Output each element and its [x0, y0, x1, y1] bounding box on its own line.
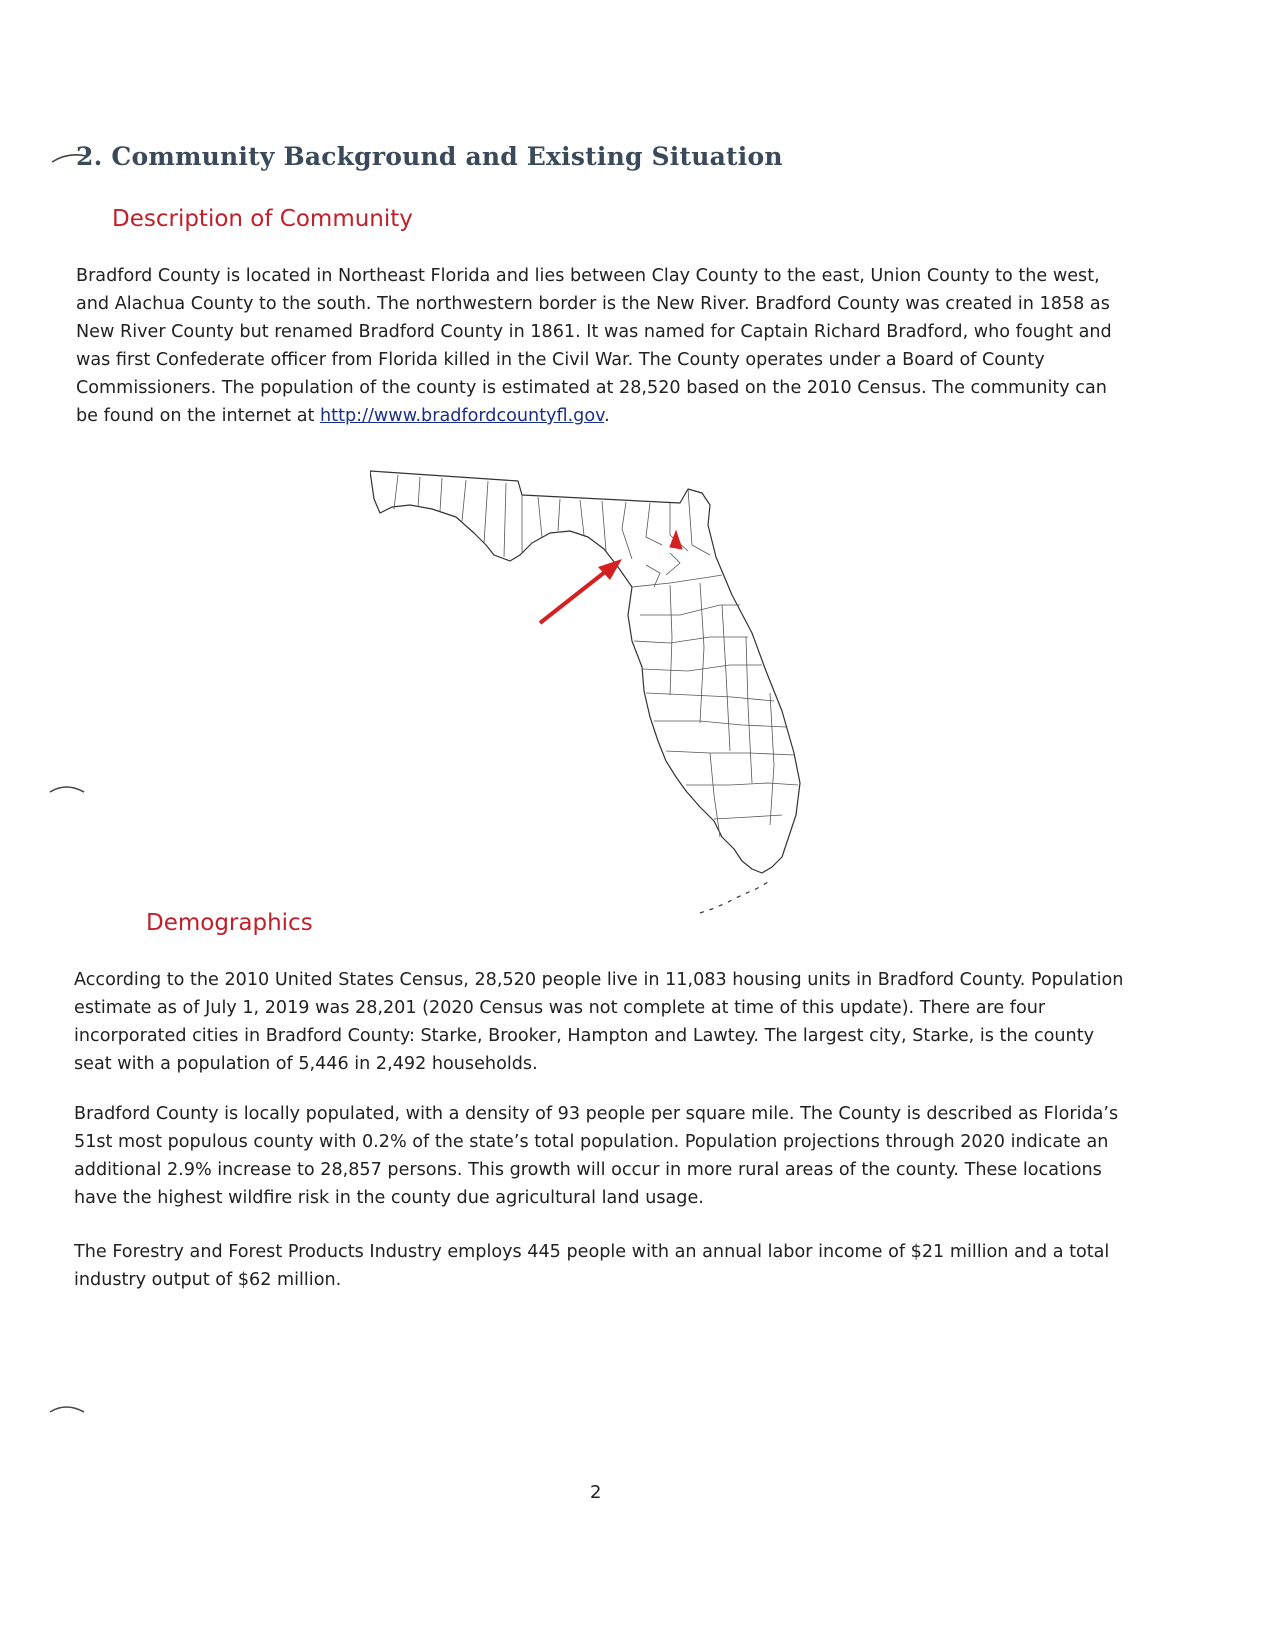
- county-website-link[interactable]: http://www.bradfordcountyfl.gov: [320, 406, 605, 426]
- county-lines: [394, 475, 798, 837]
- punch-mark-middle: [48, 780, 88, 796]
- demographics-heading: Demographics: [146, 910, 313, 936]
- punch-mark-bottom: [48, 1400, 88, 1416]
- description-text: Bradford County is located in Northeast Florida and lies between Clay County to the east, Union County to the west, and Alachua County to the south. The northwestern border is the New River. Bradford County was created in 1858 as New River County but renamed Bradford County in 1861. It was named for Captain Richard Bradford, who fought and was first Confederate officer from Florida killed in the Civil War. The County operates under a Board of County Commissioners. The population of the county is estimated at 28,520 based on the 2010 Census. The community can be found on the internet at: [76, 266, 1112, 426]
- florida-outline: [370, 471, 800, 913]
- description-text-end: .: [604, 406, 610, 426]
- demographics-paragraph-2: Bradford County is locally populated, with a density of 93 people per square mile. The County is described as Florida’s 51st most populous county with 0.2% of the state’s total population. Population projections through 2020 indicate an additional 2.9% increase to 28,857 persons. This growth will occur in more rural areas of the county. These locations have the highest wildfire risk in the county due agricultural land usage.: [74, 1104, 1119, 1208]
- section-title: 2. Community Background and Existing Situation: [76, 142, 783, 171]
- demographics-paragraph-1: According to the 2010 United States Census, 28,520 people live in 11,083 housing units in Bradford County. Population estimate as of July 1, 2019 was 28,201 (2020 Census was not complete at time of this update). There are four incorporated cities in Bradford County: Starke, Brooker, Hampton and Lawtey. The largest city, Starke, is the county seat with a population of 5,446 in 2,492 households.: [74, 970, 1124, 1074]
- bradford-county-highlight: [670, 531, 682, 549]
- florida-county-map: [370, 465, 840, 920]
- demographics-paragraph-3: The Forestry and Forest Products Industry employs 445 people with an annual labor income of $21 million and a total industry output of $62 million.: [74, 1242, 1110, 1290]
- red-arrow: [540, 559, 622, 623]
- description-heading: Description of Community: [112, 206, 413, 232]
- page-number: 2: [590, 1482, 602, 1503]
- description-paragraph: [76, 262, 1128, 430]
